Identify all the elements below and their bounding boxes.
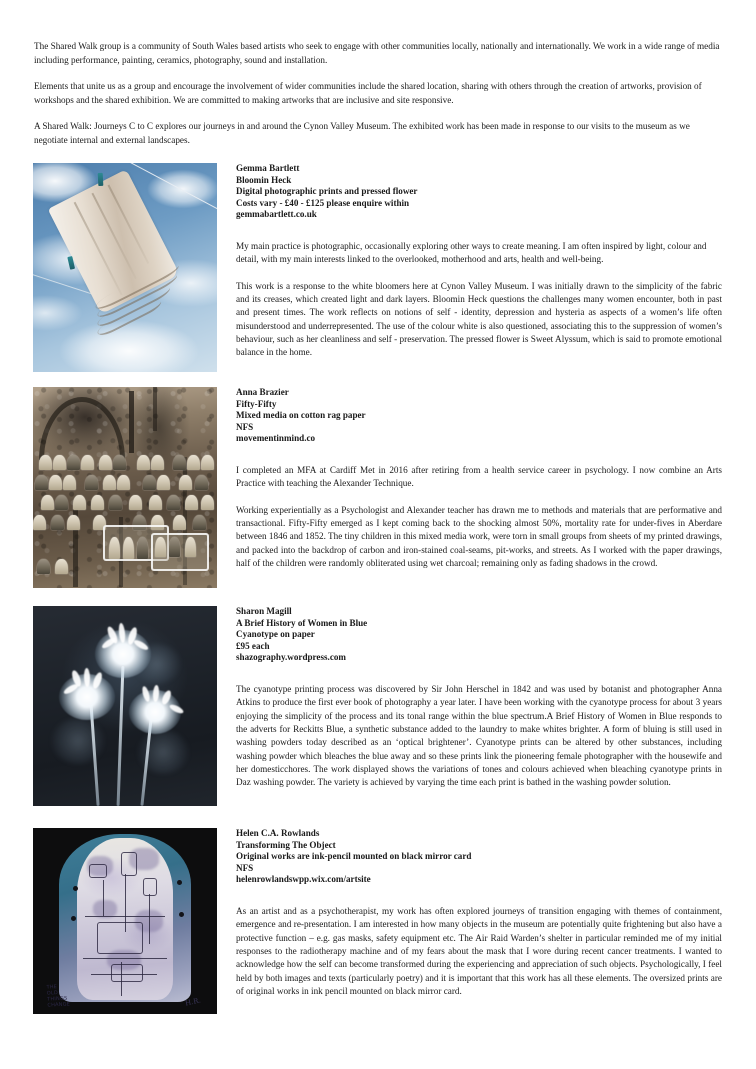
artwork-meta-block [236, 606, 722, 664]
artwork-medium: Mixed media on cotton rag paper [236, 410, 366, 421]
statement-paragraph-2: This work is a response to the white bloomers here at Cynon Valley Museum. I was initially drawn to the simplicity of the fabric and its creases, which created light and dark layers. Bloomin Heck questions the challenges many women encounter, both in past and present times. The work reflects on notions of self - identity, depression and hysteria as aspects of a women’s life often misunderstood and underrepresented. The use of the colour white is also questioned, associating this to the suppression of women’s behaviour, such as her cleanliness and self - preservation. The pressed flower is Sweet Alyssum, which is said to promote emotional balance in the home. [236, 280, 722, 358]
artist-details-helen-rowlands [236, 828, 722, 998]
artwork-meta-block [236, 163, 722, 221]
artwork-meta-block [236, 828, 722, 886]
artwork-price: NFS [236, 862, 254, 873]
artist-name: Anna Brazier [236, 387, 289, 397]
statement-paragraph-1: As an artist and as a psychotherapist, my work has often explored journeys of transition engaging with themes of containment, emergence and re-presentation. I am interested in how many objects in the museum are potentially quite frightening but also have a protective function – e.g. gas masks, safety equipment etc. The Air Raid Warden’s shelter in particular reminded me of my initial responses to the radiotherapy machine and of my fears about the mask that I wore during recent cancer treatments. I wanted to acknowledge how the self can become transformed during the experiencing and appreciation of such objects. Psychologically, I feel held by both images and texts (particularly poetry) and it is important that this work has all these elements. The oversized prints are of original works in ink pencil mounted on black mirror card. [236, 905, 722, 997]
artwork-image-bloomin-heck [33, 163, 217, 372]
artwork-price: NFS [236, 421, 254, 432]
introduction-section [34, 40, 722, 161]
intro-paragraph-1: The Shared Walk group is a community of South Wales based artists who seek to engage with other communities locally, nationally and internationally. We work in a wide range of media including performance, painting, ceramics, photography, sound and installation. [34, 41, 720, 65]
artwork-title: Transforming The Object [236, 839, 336, 850]
artwork-title: Fifty-Fifty [236, 398, 277, 409]
artwork-image-fifty-fifty [33, 387, 217, 588]
artist-name: Sharon Magill [236, 606, 292, 616]
artist-website[interactable]: helenrowlandswpp.wix.com/artsite [236, 874, 371, 885]
statement-paragraph-2: Working experientially as a Psychologist and Alexander teacher has drawn me to methods and materials that are performative and transactional. Fifty-Fifty emerged as I kept coming back to the shocking almost 50%, mortality rate for under-fives in Aberdare between 1846 and 1852. The tiny children in this mixed media work, were torn in small groups from sheets of my printed drawings, and packed into the backdrop of carbon and iron-stained coal-seams, pit-works, and streets. As I worked with the paper drawings, half of the children were randomly obliterated using wet charcoal; remaining only as fading shadows in the crowd. [236, 504, 722, 569]
statement-paragraph-1: The cyanotype printing process was discovered by Sir John Herschel in 1842 and was used by botanist and photographer Anna Atkins to produce the first ever book of photography a year later. I have been working with the cyanotype process for about 3 years enjoying the simplicity of the process and its tonal range within the blue spectrum.A Brief History of Women in Blue responds to the adverts for Reckitts Blue, a synthetic substance added to the laundry to make whites brighter. A form of bluing is still used in washing powders today described as an ‘optical brightener’. Cyanotype prints can be altered by other substances, including washing powder which bleaches the blue away and so these prints link the pioneering female photographer with the housewife and her domesticchores. The work displayed shows the variations of tones and colours achieved when bleaching cyanotype prints in Daz washing powder. The variety is achieved by varying the time each print is bathed in the washing powder solution. [236, 683, 722, 788]
statement-paragraph-1: I completed an MFA at Cardiff Met in 2016 after retiring from a health service career in psychology. I now combine an Arts Practice with teaching the Alexander Technique. [236, 464, 722, 489]
artist-details-sharon-magill [236, 606, 722, 790]
artwork-medium: Digital photographic prints and pressed flower [236, 186, 418, 197]
artist-website[interactable]: gemmabartlett.co.uk [236, 209, 317, 220]
artist-name: Gemma Bartlett [236, 163, 300, 173]
artist-website[interactable]: movementinmind.co [236, 433, 316, 444]
artist-details-gemma-bartlett [236, 163, 722, 360]
artwork-title: Bloomin Heck [236, 174, 292, 185]
artwork-meta-block [236, 387, 722, 445]
statement-paragraph-1: My main practice is photographic, occasionally exploring other ways to create meaning. I am often inspired by light, colour and detail, with my main interests linked to the overlooked, motherhood and arts, health and well-being. [236, 240, 707, 265]
artist-name: Helen C.A. Rowlands [236, 828, 320, 838]
intro-paragraph-3: A Shared Walk: Journeys C to C explores our journeys in and around the Cynon Valley Museum. The exhibited work has been made in response to our visits to the museum as we negotiate internal and external landscapes. [34, 121, 690, 145]
artwork-title: A Brief History of Women in Blue [236, 617, 368, 628]
intro-paragraph-2: Elements that unite us as a group and encourage the involvement of wider communities include the shared location, sharing with others through the creation of artworks, provision of workshops and the shared exhibition. We are committed to making artworks that are inclusive and site responsive. [34, 81, 702, 105]
artwork-price: Costs vary - £40 - £125 please enquire within [236, 197, 410, 208]
artist-website[interactable]: shazography.wordpress.com [236, 652, 346, 663]
artwork-price: £95 each [236, 640, 270, 651]
artwork-image-transforming-the-object [33, 828, 217, 1014]
artwork-scrawl-text: THE OLD THINGS CHANGE [46, 984, 71, 1009]
artwork-image-women-in-blue [33, 606, 217, 806]
artwork-signature: H.R. [184, 996, 202, 1008]
artwork-medium: Original works are ink-pencil mounted on black mirror card [236, 851, 472, 862]
artist-details-anna-brazier [236, 387, 722, 570]
artwork-medium: Cyanotype on paper [236, 629, 315, 640]
